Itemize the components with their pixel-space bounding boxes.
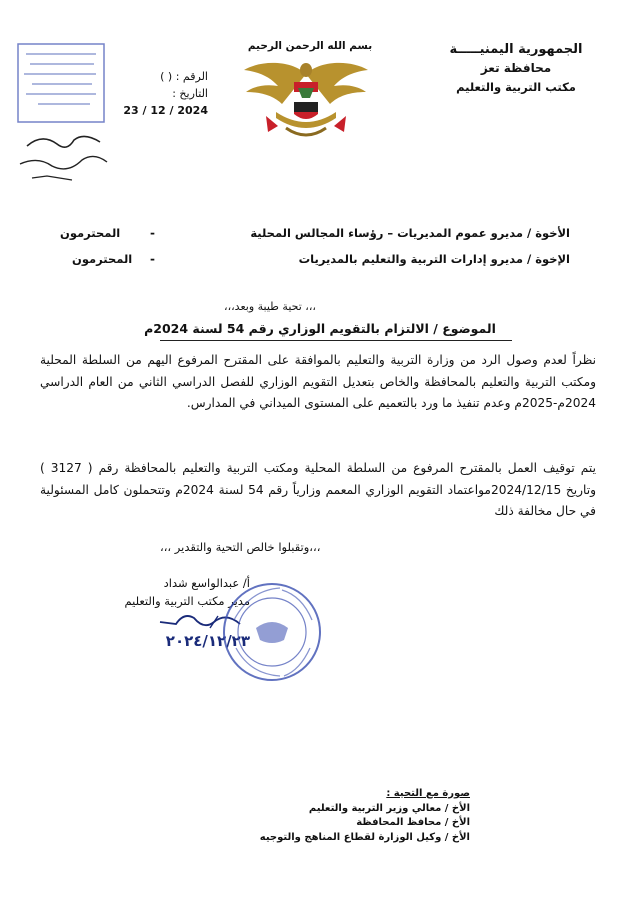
cc-list [210, 787, 470, 845]
basmala: بسم الله الرحمن الرحيم [247, 40, 373, 52]
office-name: مكتب التربية والتعليم [456, 80, 576, 94]
yemen-eagle-emblem-icon [236, 52, 376, 152]
cc-item: الأخ / معالي وزير التربية والتعليم [308, 802, 470, 814]
letterhead [426, 40, 606, 97]
handwritten-receipt-icon [12, 128, 112, 188]
republic-name: الجمهورية اليمنيـــــة [449, 42, 583, 57]
addressee-line-2 [299, 252, 570, 266]
body-paragraph-2: يتم توقيف العمل بالمقترح المرفوع من السلطة المحلية ومكتب التربية والتعليم بالمحافظة رقم ( 3127 ) وتاريخ 2024/12/15مواعتماد التقويم الوزاري المعمم وزارياً رقم 54 لسنة 2024م وتتحملون كامل المسئولية في حال مخالفة ذلك [40, 461, 597, 518]
reference-block [118, 68, 208, 119]
addressee-text: الأخوة / مديرو عموم المديريات – رؤساء المجالس المحلية [250, 226, 570, 240]
signatory-title: مدير مكتب التربية والتعليم [124, 594, 250, 608]
honorific: المحترمون [72, 252, 133, 266]
cc-heading: صورة مع التحية : [386, 788, 470, 799]
signatory-name: أ/ عبدالواسع شداد [163, 576, 250, 590]
body-paragraph-1: نظراً لعدم وصول الرد من وزارة التربية والتعليم بالموافقة على المقترح المرفوع اليهم من السلطة المحلية ومكتب التربية والتعليم بالمحافظة والخاص بتعديل التقويم الوزاري للفصل الدراسي الثاني من العام الدراسي 2024م-2025م وعدم تنفيذ ما ورد بالتعميم على المستوى الميداني في المدارس. [40, 353, 596, 410]
governorate-name: محافظة تعز [480, 61, 552, 75]
honorific: المحترمون [60, 226, 121, 240]
cc-item: الأخ / وكيل الوزارة لقطاع المناهج والتوجيه [259, 831, 470, 843]
subject-underline [160, 340, 512, 341]
addressee-text: الإخوة / مديرو إدارات التربية والتعليم بالمديريات [298, 252, 570, 266]
number-value: ( ) [160, 70, 173, 83]
cc-item: الأخ / محافظ المحافظة [356, 817, 470, 828]
closing-line: ،،،وتقبلوا خالص التحية والتقدير ،،، [160, 540, 321, 554]
handwritten-date: ٢٠٢٤/١٢/٢٣ [165, 632, 250, 650]
incoming-stamp-icon [8, 40, 108, 130]
greeting: ،،، تحية طيبة وبعد،،، [224, 300, 316, 313]
addressee-line-1 [250, 226, 570, 240]
addressee-dash: - [150, 252, 155, 266]
subject-line: الموضوع / الالتزام بالتقويم الوزاري رقم 54 لسنة 2024م [144, 321, 496, 336]
date-value: 2024 / 12 / 23 [123, 104, 208, 117]
official-round-stamp-icon [220, 580, 325, 685]
date-label: التاريخ : [172, 87, 208, 100]
addressee-dash: - [150, 226, 155, 240]
number-label: الرقم : [175, 70, 208, 83]
